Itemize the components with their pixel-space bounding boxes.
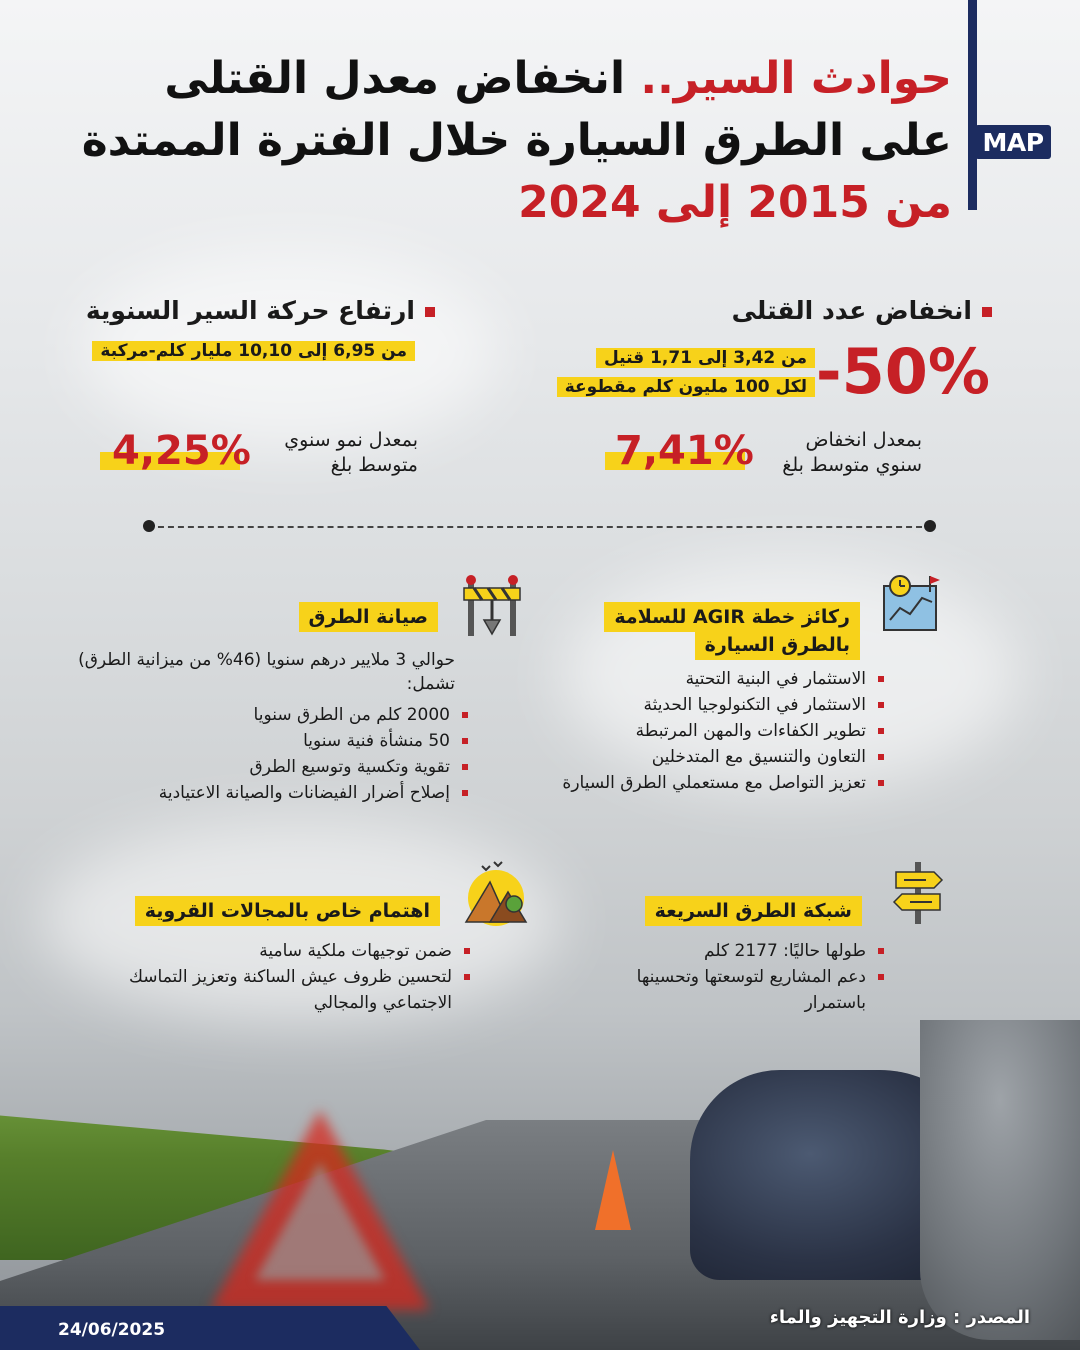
accident-photo [0,1020,1080,1350]
list-item: تقوية وتكسية وتوسيع الطرق [159,754,468,780]
footer-date: 24/06/2025 [58,1320,166,1340]
agir-list [562,666,884,796]
list-item: طولها حاليًا: 2177 كلم [637,938,884,964]
rural-list [129,938,470,1016]
traffic-heading: ارتفاع حركة السير السنوية [86,296,435,325]
list-item: الاستثمار في البنية التحتية [562,666,884,692]
list-item: الاستثمار في التكنولوجيا الحديثة [562,692,884,718]
grey-car [920,1020,1080,1340]
agir-title-1: ركائز خطة AGIR للسلامة [604,602,860,632]
list-item: تطوير الكفاءات والمهن المرتبطة [562,718,884,744]
list-item: ضمن توجيهات ملكية سامية [129,938,470,964]
list-item: تعزيز التواصل مع مستعملي الطرق السيارة [562,770,884,796]
highways-title: شبكة الطرق السريعة [645,896,862,926]
deaths-annual-pct: 7,41% [615,428,754,474]
list-item-continuation: باستمرار [804,993,866,1013]
logo-bar [968,0,977,210]
divider-line [148,526,932,528]
traffic-line-1: من 6,95 إلى 10,10 مليار كلم-مركبة [92,338,415,364]
title-line-1 [52,48,952,110]
deaths-big-pct: -50% [815,335,990,408]
list-item: 2000 كلم من الطرق سنويا [159,702,468,728]
title-line-2: على الطرق السيارة خلال الفترة الممتدة [81,115,952,166]
list-item: إصلاح أضرار الفيضانات والصيانة الاعتيادية [159,780,468,806]
traffic-cone [595,1150,631,1230]
rural-title: اهتمام خاص بالمجالات القروية [135,896,440,926]
deaths-line-1: من 3,42 إلى 1,71 قتيل [596,345,815,371]
traffic-annual-pct: 4,25% [112,428,251,474]
road-barrier-icon [458,572,526,640]
maintenance-intro: حوالي 3 ملايير درهم سنويا (46% من ميزانية الطرق) تشمل: [78,650,455,694]
deaths-heading: انخفاض عدد القتلى [732,296,992,325]
highways-list [637,938,884,1016]
list-item-continuation: الاجتماعي والمجالي [313,993,452,1013]
deaths-annual-caption: بمعدل انخفاض سنوي متوسط بلغ [782,429,922,476]
footer-source: المصدر : وزارة التجهيز والماء [769,1307,1030,1328]
maintenance-title: صيانة الطرق [299,602,438,632]
maintenance-list [159,702,468,806]
list-item: التعاون والتنسيق مع المتدخلين [562,744,884,770]
divider-dot-right [924,520,936,532]
title-line-3: من 2015 إلى 2024 [518,177,952,228]
list-item: لتحسين ظروف عيش الساكنة وتعزيز التماسك [129,964,470,990]
agir-title-2: بالطرق السيارة [695,630,860,660]
deaths-line-2: لكل 100 مليون كلم مقطوعة [557,374,815,400]
plan-map-icon [876,572,944,640]
map-logo: MAP [975,125,1051,159]
bullet-square [425,307,435,317]
warning-triangle-inner [255,1162,385,1280]
title-red: حوادث السير.. [640,53,952,104]
list-item: دعم المشاريع لتوسعتها وتحسينها [637,964,884,990]
divider-dot-left [143,520,155,532]
list-item: 50 منشأة فنية سنويا [159,728,468,754]
bullet-square [982,307,992,317]
mountain-landscape-icon [462,858,530,926]
page-title [52,48,952,234]
traffic-annual-caption: بمعدل نمو سنوي متوسط بلغ [284,429,418,476]
title-black: انخفاض معدل القتلى [164,53,641,104]
signpost-icon [884,858,952,926]
